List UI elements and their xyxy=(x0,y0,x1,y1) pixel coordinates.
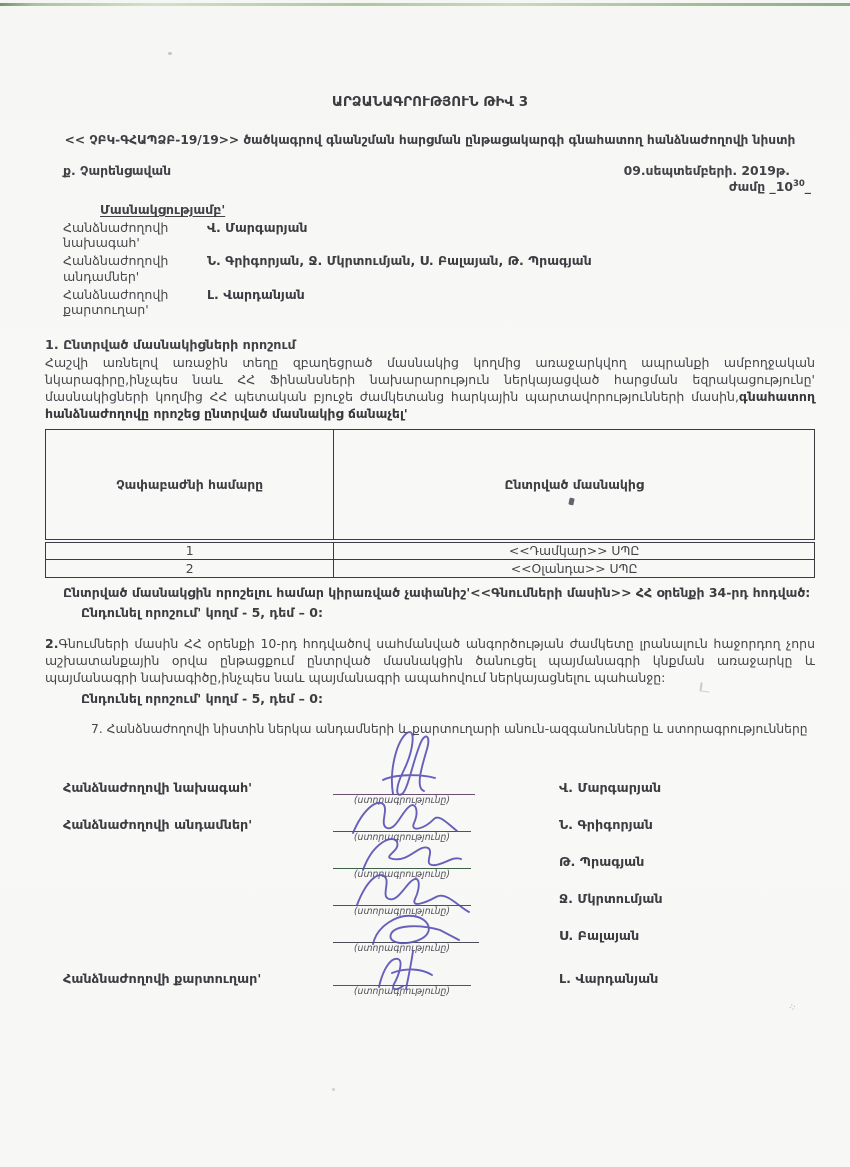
time-superscript: 30 xyxy=(792,179,805,189)
document-title: ԱՐՁԱՆԱԳՐՈՒԹՅՈՒՆ ԹԻՎ 3 xyxy=(331,94,529,110)
ink-blot-artifact xyxy=(569,497,575,505)
column-header-selected-participant xyxy=(334,429,815,541)
signature-area xyxy=(293,985,511,999)
column-header-text: Ընտրված մասնակից xyxy=(504,476,644,492)
table-row xyxy=(46,541,815,559)
participant-row xyxy=(45,220,815,251)
section1-decision-bold: գնահատող հանձնաժողովը որոշեց ընտրված մասնակից ճանաչել' xyxy=(45,388,815,421)
signature-caption: (ստորագրությունը) xyxy=(353,985,451,997)
participants-heading: Մասնակցությամբ' xyxy=(100,202,226,218)
participant-name: Ն. Գրիգորյան, Ջ. Մկրտումյան, Ս. Բալայան, Թ. Պրագյան xyxy=(207,253,592,269)
signatory-name: Թ. Պրագյան xyxy=(559,854,645,870)
signatures-section xyxy=(45,748,815,999)
document-subtitle: << ՉԲԿ-ԳՀԱՊՁԲ-19/19>> ծածկագրով գնանշման հարցման ընթացակարգի գնահատող հանձնաժողովի նիստի xyxy=(64,133,796,147)
signature-role-label: Հանձնաժողովի նախագահ' xyxy=(63,780,253,796)
lot-number-cell: 1 xyxy=(46,541,334,559)
signatory-name: Լ. Վարդանյան xyxy=(559,971,659,987)
participant-cell: <<Օլանդա>> ՍՊԸ xyxy=(334,559,815,577)
time-label: ժամը _10 xyxy=(728,179,793,195)
time-tail: _ xyxy=(804,179,811,195)
signature-row-secretary xyxy=(45,956,815,999)
vote-result-2: Ընդունել որոշում' կողմ - 5, դեմ – 0: xyxy=(81,690,323,706)
signature-role-label xyxy=(45,870,293,882)
handwritten-signature xyxy=(335,906,475,948)
participant-row xyxy=(45,287,815,318)
signature-caption: (ստորագրությունը) xyxy=(353,868,451,880)
signatory-name: Վ. Մարգարյան xyxy=(559,780,662,796)
participant-role-label: Հանձնաժողովի քարտուղար' xyxy=(63,286,169,318)
section1-heading: 1. Ընտրված մասնակիցների որոշում xyxy=(45,336,296,352)
participant-name: Վ. Մարգարյան xyxy=(207,219,308,235)
signatory-name: Ջ. Մկրտումյան xyxy=(559,891,663,907)
signature-caption: (ստորագրությունը) xyxy=(353,794,451,806)
signature-role-label xyxy=(45,944,293,956)
column-header-lot-number: Չափաբաժնի համարը xyxy=(46,429,334,541)
point2-body: Գնումների մասին ՀՀ օրենքի 10-րդ հոդվածով սահմանված անգործության ժամկետը լրանալուն հաջորդող չորս աշխատանքային օրվա ընթացքում ընտրված մասնակցին ծանուցել պայմանագրի կնքման առաջարկը և պայմանագրի նախագիծը,ինչպես նաև պայմանագրի ապահովում ներկայացնելու պահանջը: xyxy=(45,635,815,685)
date-text: 09.սեպտեմբերի. 2019թ. xyxy=(623,163,790,178)
point7-text: 7. Հանձնաժողովի նիստին ներկա անդամների և քարտուղարի անուն-ազգանունները և ստորագրությունները xyxy=(91,721,808,736)
signature-role-label: Հանձնաժողովի քարտուղար' xyxy=(63,971,262,987)
handwritten-signature xyxy=(335,728,475,800)
signatory-name: Ս. Բալայան xyxy=(559,928,640,944)
selection-criterion-text: Ընտրված մասնակցին որոշելու համար կիրառված չափանիշ'<<Գնումների մասին>> ՀՀ օրենքի 34-րդ հոդված: xyxy=(63,584,811,600)
participant-role-label: Հանձնաժողովի անդամներ' xyxy=(63,253,169,284)
vote-result-1: Ընդունել որոշում' կողմ - 5, դեմ – 0: xyxy=(81,604,323,620)
signature-caption: (ստորագրությունը) xyxy=(353,831,451,843)
table-header-row xyxy=(46,429,815,541)
lot-number-cell: 2 xyxy=(46,559,334,577)
location-text: ք. Չարենցավան xyxy=(63,163,172,178)
participants-section xyxy=(45,202,815,318)
date-line xyxy=(45,163,815,178)
handwritten-signature xyxy=(335,865,475,911)
handwritten-signature xyxy=(335,943,475,991)
participant-name: Լ. Վարդանյան xyxy=(207,286,305,302)
selected-participants-table xyxy=(45,429,815,578)
table-row xyxy=(46,559,815,577)
participant-row xyxy=(45,253,815,284)
signature-role-label xyxy=(45,907,293,919)
signature-role-label: Հանձնաժողովի անդամներ' xyxy=(63,817,253,833)
signature-caption: (ստորագրությունը) xyxy=(353,905,451,917)
point2-number: 2. xyxy=(45,635,59,651)
participant-role-label: Հանձնաժողովի նախագահ' xyxy=(63,219,169,251)
signatory-name: Ն. Գրիգորյան xyxy=(559,817,653,833)
signature-caption: (ստորագրությունը) xyxy=(353,942,451,954)
section1-paragraph xyxy=(45,354,815,422)
time-text xyxy=(45,179,815,194)
participant-cell: <<Դամկար>> ՍՊԸ xyxy=(334,541,815,559)
point2-paragraph xyxy=(45,635,815,686)
section1-body: Հաշվի առնելով առաջին տեղը զբաղեցրած մասնակից կողմից առաջարկվող ապրանքի ամբողջական նկարագիրը,ինչպես նաև ՀՀ Ֆինանսների նախարարություն ներկայացված հարցման եզրակացությունը' մասնակիցների կողմից ՀՀ պետական բյուջե ժամկետանց հարկային պարտավորությունների մասին, xyxy=(45,354,815,404)
scan-smudge-artifact: ⁘ xyxy=(786,999,799,1015)
scan-speck-artifact xyxy=(332,1088,335,1091)
